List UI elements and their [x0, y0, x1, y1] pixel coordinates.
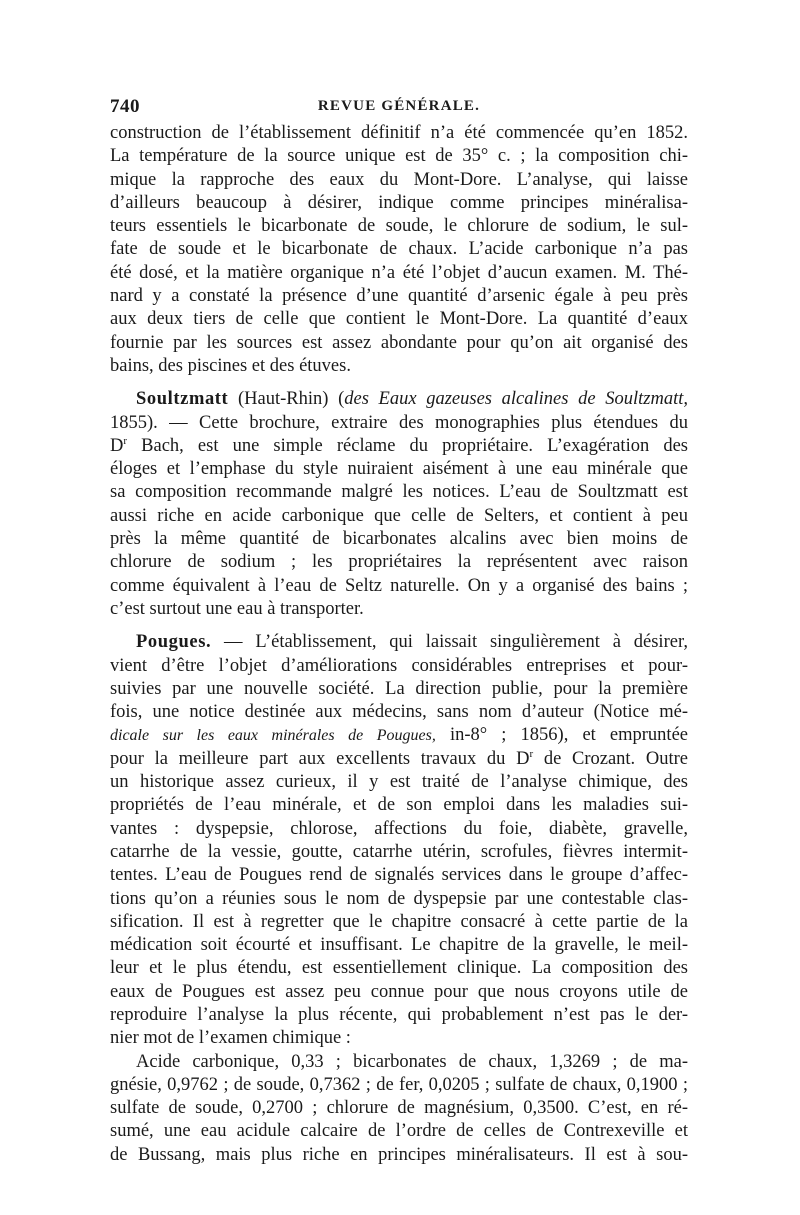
page-number: 740	[110, 96, 140, 117]
section-heading-pougues: Pougues.	[136, 632, 212, 653]
paragraph-analysis	[110, 1051, 688, 1167]
text-line: un historique assez curieux, il y est traité de l’analyse chimique, des	[110, 772, 688, 793]
text-line: tentes. L’eau de Pougues rend de signalés services dans le groupe d’affec-	[110, 865, 688, 886]
text-line: pour la meilleure part aux excellents travaux du $D^r$ de Crozant. Outre	[110, 747, 688, 769]
text-line: sification. Il est à regretter que le chapitre consacré à cette partie de la	[110, 911, 688, 932]
text-line: tions qu’on a réunies sous le nom de dyspepsie par une contestable clas-	[110, 888, 688, 909]
text-line: eaux de Pougues est assez peu connue pour que nous croyons utile de	[110, 981, 688, 1002]
text-line: $D^r$ Bach, est une simple réclame du propriétaire. L’exagération des	[110, 434, 688, 456]
section-heading-soultzmatt: Soultzmatt	[136, 389, 229, 410]
text-line: chlorure de sodium ; les propriétaires la représentent avec raison	[110, 552, 688, 573]
text-line: suivies par une nouvelle société. La direction publie, pour la première	[110, 678, 688, 699]
text-line: Acide carbonique, 0,33 ; bicarbonates de chaux, 1,3269 ; de ma-	[136, 1051, 688, 1072]
text-line: d’ailleurs beaucoup à désirer, indique comme principes minéralisa-	[110, 192, 688, 213]
cited-title: dicale sur les eaux minérales de Pougues,	[110, 727, 436, 745]
text-line: aussi riche en acide carbonique que celle de Selters, et contient à peu	[110, 505, 688, 526]
cited-title: des Eaux gazeuses alcalines de Soultzmatt,	[344, 389, 688, 410]
text-line: Pougues. — L’établissement, qui laissait singulièrement à désirer,	[136, 632, 688, 653]
text-line: propriétés de l’eau minérale, et de son emploi dans les maladies sui-	[110, 795, 688, 816]
text-line: mique la rapproche des eaux du Mont-Dore. L’analyse, qui laisse	[110, 169, 688, 190]
text-line: catarrhe de la vessie, goutte, catarrhe utérin, scrofules, fièvres intermit-	[110, 841, 688, 862]
text-line: fournie par les sources est assez abondante pour qu’on ait organisé des	[110, 332, 688, 353]
text-line: Soultzmatt (Haut-Rhin) (des Eaux gazeuses alcalines de Soultzmatt,	[136, 389, 688, 410]
running-head	[110, 96, 688, 122]
text-line: fois, une notice destinée aux médecins, sans nom d’auteur (Notice mé-	[110, 702, 688, 723]
text-line: La température de la source unique est de 35° c. ; la composition chi-	[110, 146, 688, 167]
text-line: vient d’être l’objet d’améliorations considérables entreprises et pour-	[110, 655, 688, 676]
text-line: éloges et l’emphase du style nuiraient aisément à une eau minérale que	[110, 459, 688, 480]
text-line: vantes : dyspepsie, chlorose, affections du foie, diabète, gravelle,	[110, 818, 688, 839]
text-line: reproduire l’analyse la plus récente, qui probablement n’est pas le der-	[110, 1004, 688, 1025]
text-line: nard y a constaté la présence d’une quantité d’arsenic égale à peu près	[110, 286, 688, 307]
text-line: dicale sur les eaux minérales de Pougues, in-8° ; 1856), et empruntée	[110, 725, 688, 746]
paragraph-mont-dore	[110, 122, 688, 378]
text-line: fate de soude et le bicarbonate de chaux. L’acide carbonique n’a pas	[110, 239, 688, 260]
book-page	[110, 96, 688, 1167]
text-line: près la même quantité de bicarbonates alcalins avec bien moins de	[110, 529, 688, 550]
text-line: été dosé, et la matière organique n’a été l’objet d’aucun examen. M. Thé-	[110, 262, 688, 283]
text-line: médication soit écourté et insuffisant. Le chapitre de la gravelle, le meil-	[110, 935, 688, 956]
paragraph-soultzmatt	[110, 388, 688, 621]
paragraph-pougues	[110, 631, 688, 1050]
text-line: nier mot de l’examen chimique :	[110, 1028, 351, 1049]
text-line: c’est surtout une eau à transporter.	[110, 598, 364, 619]
text-line: leur et le plus étendu, est essentiellement clinique. La composition des	[110, 958, 688, 979]
text-line: construction de l’établissement définitif n’a été commencée qu’en 1852.	[110, 123, 688, 143]
text-line: sa composition recommande malgré les notices. L’eau de Soultzmatt est	[110, 482, 688, 503]
text-line: de Bussang, mais plus riche en principes minéralisateurs. Il est à sou-	[110, 1144, 688, 1165]
text-line: gnésie, 0,9762 ; de soude, 0,7362 ; de fer, 0,0205 ; sulfate de chaux, 0,1900 ;	[110, 1074, 688, 1095]
text-line: bains, des piscines et des étuves.	[110, 355, 351, 376]
text-line: sulfate de soude, 0,2700 ; chlorure de magnésium, 0,3500. C’est, en ré-	[110, 1098, 688, 1119]
text-line: 1855). — Cette brochure, extraire des monographies plus étendues du	[110, 412, 688, 433]
text-line: aux deux tiers de celle que contient le Mont-Dore. La quantité d’eaux	[110, 309, 688, 330]
text-line: teurs essentiels le bicarbonate de soude, le chlorure de sodium, le sul-	[110, 216, 688, 237]
text-line: sumé, une eau acidule calcaire de l’ordre de celles de Contrexeville et	[110, 1121, 688, 1142]
running-title: REVUE GÉNÉRALE.	[317, 98, 481, 114]
text-line: comme équivalent à l’eau de Seltz naturelle. On y a organisé des bains ;	[110, 575, 688, 596]
